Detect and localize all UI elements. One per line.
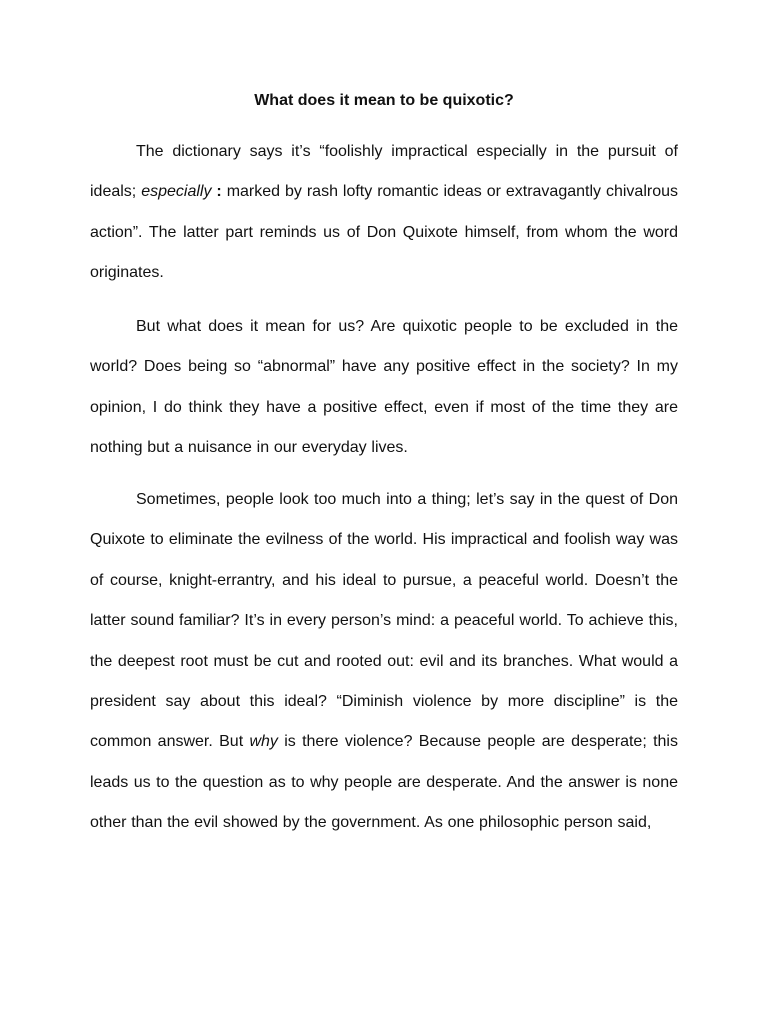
paragraph-3-text-2: is there violence? Because people are desperate; this leads us to the question as to why people are desperate. And the answer is none other than the evil showed by the government. As one philosophic person said, — [90, 733, 678, 832]
paragraph-1-bold-colon: : — [216, 183, 222, 201]
paragraph-3-italic-why: why — [249, 733, 278, 751]
paragraph-1-text-1: The dictionary says it’s “foolishly impractical especially in the pursuit of ideals; — [90, 143, 678, 201]
paragraph-1 — [90, 132, 678, 294]
paragraph-2-text: But what does it mean for us? Are quixotic people to be excluded in the world? Does being so “abnormal” have any positive effect in the society? In my opinion, I do think they have a positive effect, even if most of the time they are nothing but a nuisance in our everyday lives. — [90, 318, 678, 457]
paragraph-1-text-2: marked by rash lofty romantic ideas or extravagantly chivalrous action”. The latter part reminds us of Don Quixote himself, from whom the word originates. — [90, 183, 679, 282]
document-title: What does it mean to be quixotic? — [254, 92, 514, 109]
paragraph-2 — [90, 307, 678, 469]
paragraph-3 — [90, 480, 678, 844]
paragraph-1-italic-especially: especially — [141, 183, 212, 201]
paragraph-3-text-1: Sometimes, people look too much into a thing; let’s say in the quest of Don Quixote to eliminate the evilness of the world. His impractical and foolish way was of course, knight-errantry, and his ideal to pursue, a peaceful world. Doesn’t the latter sound familiar? It’s in every person’s mind: a peaceful world. To achieve this, the deepest root must be cut and rooted out: evil and its branches. What would a president say about this ideal? “Diminish violence by more discipline” is the common answer. But — [90, 491, 678, 751]
